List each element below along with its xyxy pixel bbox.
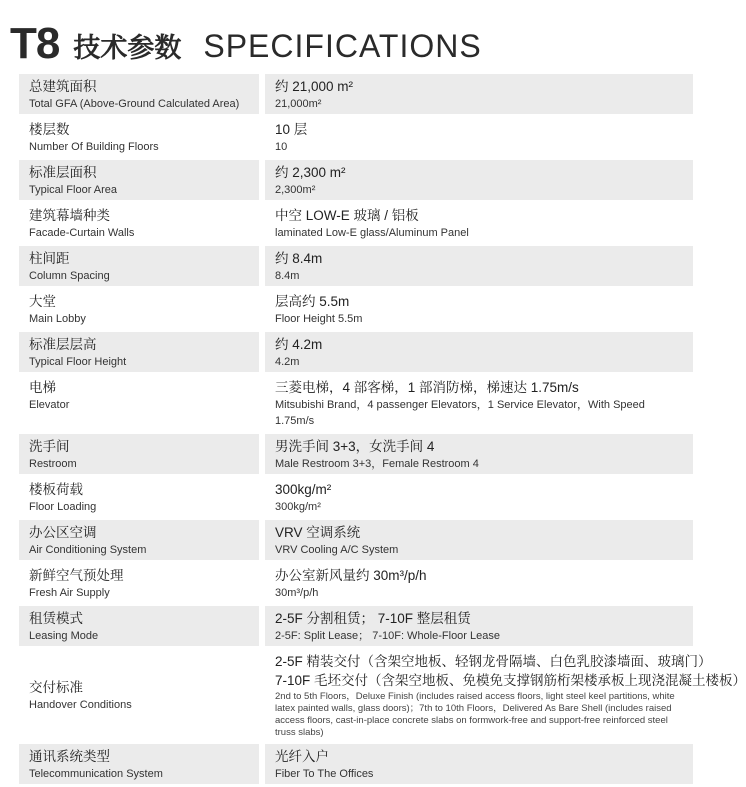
spec-row [19, 520, 693, 560]
spec-label-en: Typical Floor Height [29, 356, 127, 368]
spec-label-cn: 建筑幕墙种类 [29, 208, 110, 223]
spec-label-cell [19, 649, 259, 741]
spec-value-en: 10 [275, 141, 288, 153]
spec-row [19, 606, 693, 646]
spec-value-en: laminated Low-E glass/Aluminum Panel [275, 227, 469, 239]
spec-value-en: 2-5F: Split Lease； 7-10F: Whole-Floor Lease [275, 630, 500, 642]
spec-value-cell [265, 563, 693, 603]
spec-value-cn: 10 层 [275, 122, 308, 137]
spec-value-cn: 约 4.2m [275, 337, 323, 352]
spec-value-en: Male Restroom 3+3，Female Restroom 4 [275, 458, 479, 470]
spec-value-cn: 约 21,000 m² [275, 79, 354, 94]
spec-value-cn-line1: 2-5F 精装交付（含架空地板、轻钢龙骨隔墙、白色乳胶漆墙面、玻璃门） [275, 654, 712, 669]
building-code: T8 [10, 19, 60, 68]
spec-value-cell [265, 649, 746, 741]
spec-label-en: Leasing Mode [29, 630, 99, 642]
spec-row-telecom [19, 744, 693, 784]
spec-label-en: Telecommunication System [29, 768, 163, 780]
spec-label-en: Handover Conditions [29, 699, 132, 711]
spec-label-cn: 电梯 [29, 380, 56, 395]
spec-label-cn: 标准层面积 [29, 165, 97, 180]
spec-label-cn: 交付标准 [29, 680, 83, 695]
spec-label-cell [19, 563, 259, 603]
spec-label-cell [19, 375, 259, 431]
spec-value-cn: 300kg/m² [275, 482, 332, 497]
spec-value-cn: 办公室新风量约 30m³/p/h [275, 568, 427, 583]
spec-value-cn: 男洗手间 3+3，女洗手间 4 [275, 439, 435, 454]
spec-value-cell [265, 160, 693, 200]
spec-label-en: Air Conditioning System [29, 544, 147, 556]
spec-row [19, 74, 693, 114]
spec-table [19, 74, 746, 787]
spec-label-en: Floor Loading [29, 501, 97, 513]
spec-row [19, 563, 693, 603]
spec-label-en: Facade-Curtain Walls [29, 227, 135, 239]
spec-value-cn: VRV 空调系统 [275, 525, 361, 540]
spec-row [19, 332, 693, 372]
spec-value-cell [265, 477, 693, 517]
spec-label-cell [19, 117, 259, 157]
spec-value-en: Fiber To The Offices [275, 768, 374, 780]
spec-value-en: 300kg/m² [275, 501, 321, 513]
spec-label-en: Main Lobby [29, 313, 86, 325]
spec-label-cell [19, 246, 259, 286]
spec-label-en: Fresh Air Supply [29, 587, 110, 599]
spec-value-en: 8.4m [275, 270, 300, 282]
spec-label-cn: 标准层层高 [29, 337, 97, 352]
spec-row-handover [19, 649, 746, 741]
page-header [10, 14, 482, 66]
spec-value-cell [265, 203, 693, 243]
spec-row [19, 203, 693, 243]
spec-value-cn: 约 8.4m [275, 251, 323, 266]
spec-value-en: Floor Height 5.5m [275, 313, 363, 325]
spec-row [19, 375, 693, 431]
spec-label-cn: 柱间距 [29, 251, 70, 266]
spec-label-cell [19, 744, 259, 784]
spec-value-cell [265, 434, 693, 474]
spec-label-cell [19, 74, 259, 114]
title-english: SPECIFICATIONS [203, 28, 482, 64]
spec-value-en: 2,300m² [275, 184, 316, 196]
spec-row [19, 246, 693, 286]
spec-label-cell [19, 477, 259, 517]
spec-value-en: VRV Cooling A/C System [275, 544, 399, 556]
spec-label-en: Typical Floor Area [29, 184, 118, 196]
spec-value-cn: 约 2,300 m² [275, 165, 346, 180]
spec-label-en: Elevator [29, 399, 70, 411]
spec-value-cell [265, 332, 693, 372]
spec-value-cell [265, 117, 693, 157]
spec-value-cn-line2: 7-10F 毛坯交付（含架空地板、免模免支撑钢筋桁架楼承板上现浇混凝土楼板） [275, 673, 746, 688]
spec-row [19, 289, 693, 329]
spec-value-en: 4.2m [275, 356, 300, 368]
spec-label-cn: 新鲜空气预处理 [29, 568, 124, 583]
spec-value-cell [265, 74, 693, 114]
spec-value-cell [265, 606, 693, 646]
spec-value-cell [265, 375, 693, 431]
spec-value-en: Mitsubishi Brand，4 passenger Elevators，1 Service Elevator，With Speed 1.75m/s [275, 399, 645, 427]
spec-value-cn: 光纤入户 [275, 749, 329, 764]
title-chinese: 技术参数 [73, 33, 182, 63]
spec-label-cn: 大堂 [29, 294, 56, 309]
spec-value-cn: 中空 LOW-E 玻璃 / 铝板 [275, 208, 419, 223]
spec-label-cell [19, 434, 259, 474]
spec-label-en: Total GFA (Above-Ground Calculated Area) [29, 98, 240, 110]
spec-value-cn: 2-5F 分割租赁； 7-10F 整层租赁 [275, 611, 471, 626]
spec-label-cell [19, 332, 259, 372]
spec-label-cn: 楼板荷载 [29, 482, 83, 497]
spec-row [19, 477, 693, 517]
spec-value-cell [265, 744, 693, 784]
spec-value-en: 2nd to 5th Floors，Deluxe Finish (includes raised access floors, light steel keel partitions, white latex painted walls, glass doors)；7th to 10th Floors，Delivered As Bare Shell (includes raised access floors, cast-in-place concrete slabs on formwork-free and support-free reinforced steel truss slabs) [275, 691, 675, 738]
spec-label-en: Number Of Building Floors [29, 141, 159, 153]
spec-label-cell [19, 160, 259, 200]
spec-label-cn: 楼层数 [29, 122, 70, 137]
spec-row [19, 434, 693, 474]
spec-value-cn: 三菱电梯，4 部客梯，1 部消防梯，梯速达 1.75m/s [275, 380, 579, 395]
spec-label-cn: 总建筑面积 [29, 79, 97, 94]
spec-label-cell [19, 289, 259, 329]
spec-value-en: 30m³/p/h [275, 587, 319, 599]
spec-label-en: Restroom [29, 458, 77, 470]
spec-value-cell [265, 246, 693, 286]
spec-row [19, 117, 693, 157]
spec-label-cn: 租赁模式 [29, 611, 83, 626]
spec-label-cell [19, 520, 259, 560]
spec-label-cn: 通讯系统类型 [29, 749, 110, 764]
spec-value-en: 21,000m² [275, 98, 322, 110]
spec-value-cell [265, 520, 693, 560]
spec-label-cn: 洗手间 [29, 439, 70, 454]
spec-row [19, 160, 693, 200]
spec-label-en: Column Spacing [29, 270, 110, 282]
spec-label-cell [19, 606, 259, 646]
spec-label-cn: 办公区空调 [29, 525, 97, 540]
spec-value-cell [265, 289, 693, 329]
spec-label-cell [19, 203, 259, 243]
spec-value-cn: 层高约 5.5m [275, 294, 350, 309]
